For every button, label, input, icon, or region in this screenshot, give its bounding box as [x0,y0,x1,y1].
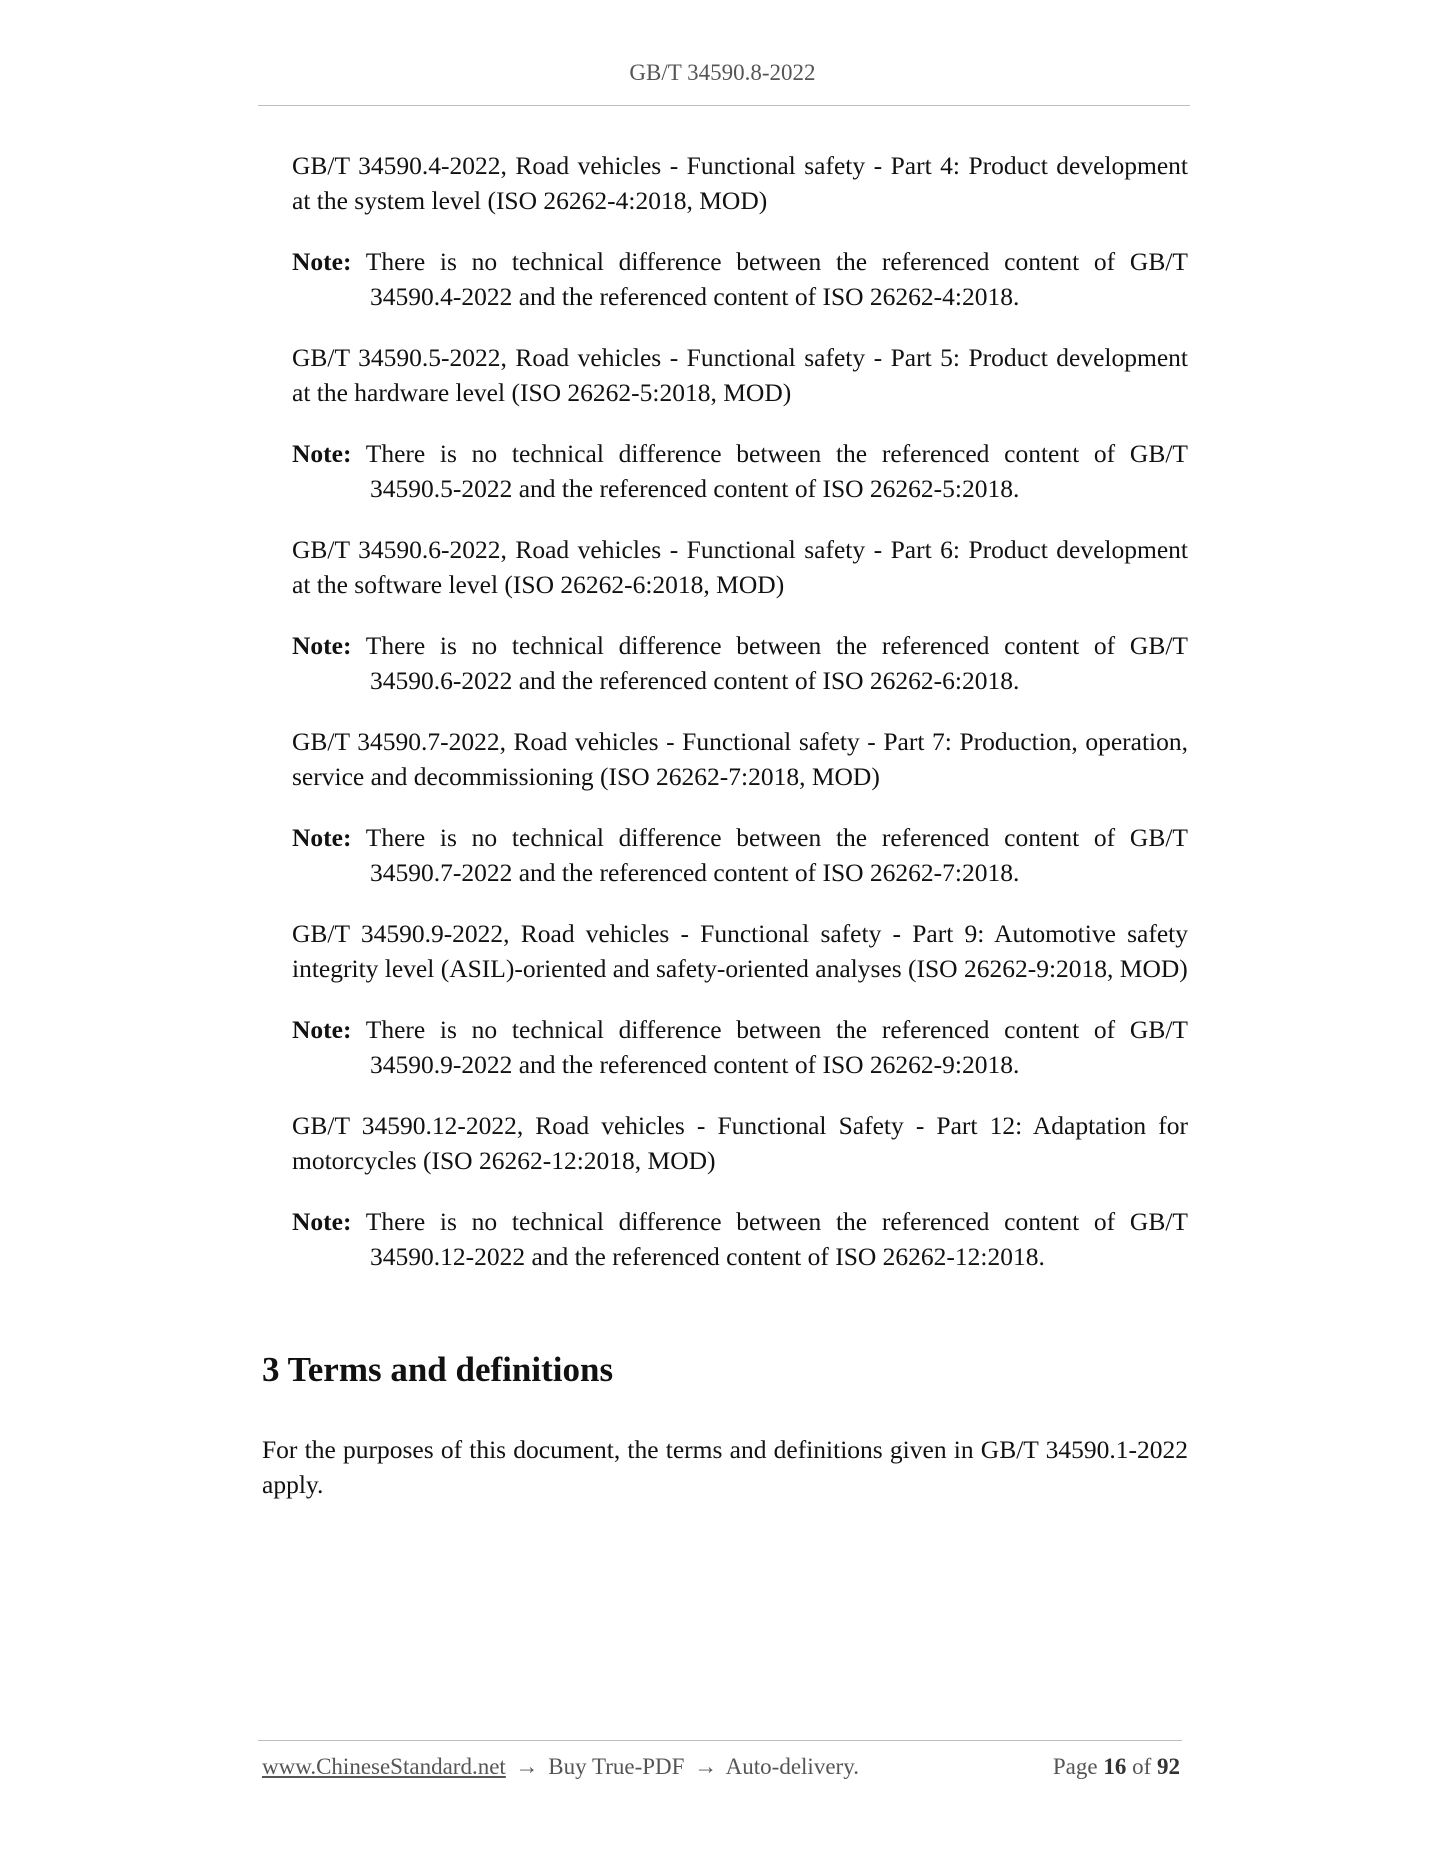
note-text: There is no technical difference between the referenced content of GB/T 34590.6-2022 and the referenced content of ISO 26262-6:2018. [365,631,1188,695]
page-of: of [1132,1754,1152,1779]
footer-left [262,1754,859,1780]
reference-note [292,1012,1188,1082]
page-label: Page [1052,1754,1098,1779]
note-text: There is no technical difference between the referenced content of GB/T 34590.5-2022 and the referenced content of ISO 26262-5:2018. [365,439,1188,503]
page-header-title: GB/T 34590.8-2022 [629,60,816,85]
site-link[interactable]: www.ChineseStandard.net [262,1754,506,1779]
reference-note [292,1204,1188,1274]
note-label: Note: [292,439,352,468]
normative-references-list [292,148,1188,1300]
note-label: Note: [292,247,352,276]
note-text: There is no technical difference between the referenced content of GB/T 34590.7-2022 and the referenced content of ISO 26262-7:2018. [365,823,1188,887]
delivery-text: Auto-delivery. [725,1754,859,1779]
reference-note [292,628,1188,698]
reference-entry: GB/T 34590.4-2022, Road vehicles - Functional safety - Part 4: Product development at the system level (ISO 26262-4:2018, MOD) [292,151,1188,215]
arrow-right-icon: → [694,1754,718,1779]
page-footer [262,1754,1180,1780]
header-divider [258,105,1190,106]
footer-divider [258,1740,1182,1741]
reference-entry: GB/T 34590.12-2022, Road vehicles - Functional Safety - Part 12: Adaptation for motorcycles (ISO 26262-12:2018, MOD) [292,1111,1188,1175]
page-total: 92 [1157,1754,1180,1779]
buy-text: Buy True-PDF [548,1754,685,1779]
section-heading: 3 Terms and definitions [262,1350,614,1389]
note-label: Note: [292,823,352,852]
arrow-right-icon: → [515,1754,539,1779]
note-text: There is no technical difference between the referenced content of GB/T 34590.9-2022 and the referenced content of ISO 26262-9:2018. [365,1015,1188,1079]
note-label: Note: [292,1207,352,1236]
note-label: Note: [292,1015,352,1044]
note-label: Note: [292,631,352,660]
reference-entry: GB/T 34590.9-2022, Road vehicles - Functional safety - Part 9: Automotive safety integrity level (ASIL)-oriented and safety-oriented analyses (ISO 26262-9:2018, MOD) [292,919,1188,983]
note-text: There is no technical difference between the referenced content of GB/T 34590.4-2022 and the referenced content of ISO 26262-4:2018. [365,247,1188,311]
section-body-text: For the purposes of this document, the terms and definitions given in GB/T 34590.1-2022 apply. [262,1435,1188,1499]
reference-note [292,820,1188,890]
reference-entry: GB/T 34590.6-2022, Road vehicles - Functional safety - Part 6: Product development at the software level (ISO 26262-6:2018, MOD) [292,535,1188,599]
page-number [1053,1754,1180,1780]
reference-entry: GB/T 34590.7-2022, Road vehicles - Functional safety - Part 7: Production, operation, service and decommissioning (ISO 26262-7:2018, MOD) [292,727,1188,791]
reference-note [292,244,1188,314]
page-current: 16 [1103,1754,1127,1779]
note-text: There is no technical difference between the referenced content of GB/T 34590.12-2022 and the referenced content of ISO 26262-12:2018. [365,1207,1188,1271]
reference-entry: GB/T 34590.5-2022, Road vehicles - Functional safety - Part 5: Product development at the hardware level (ISO 26262-5:2018, MOD) [292,343,1188,407]
reference-note [292,436,1188,506]
